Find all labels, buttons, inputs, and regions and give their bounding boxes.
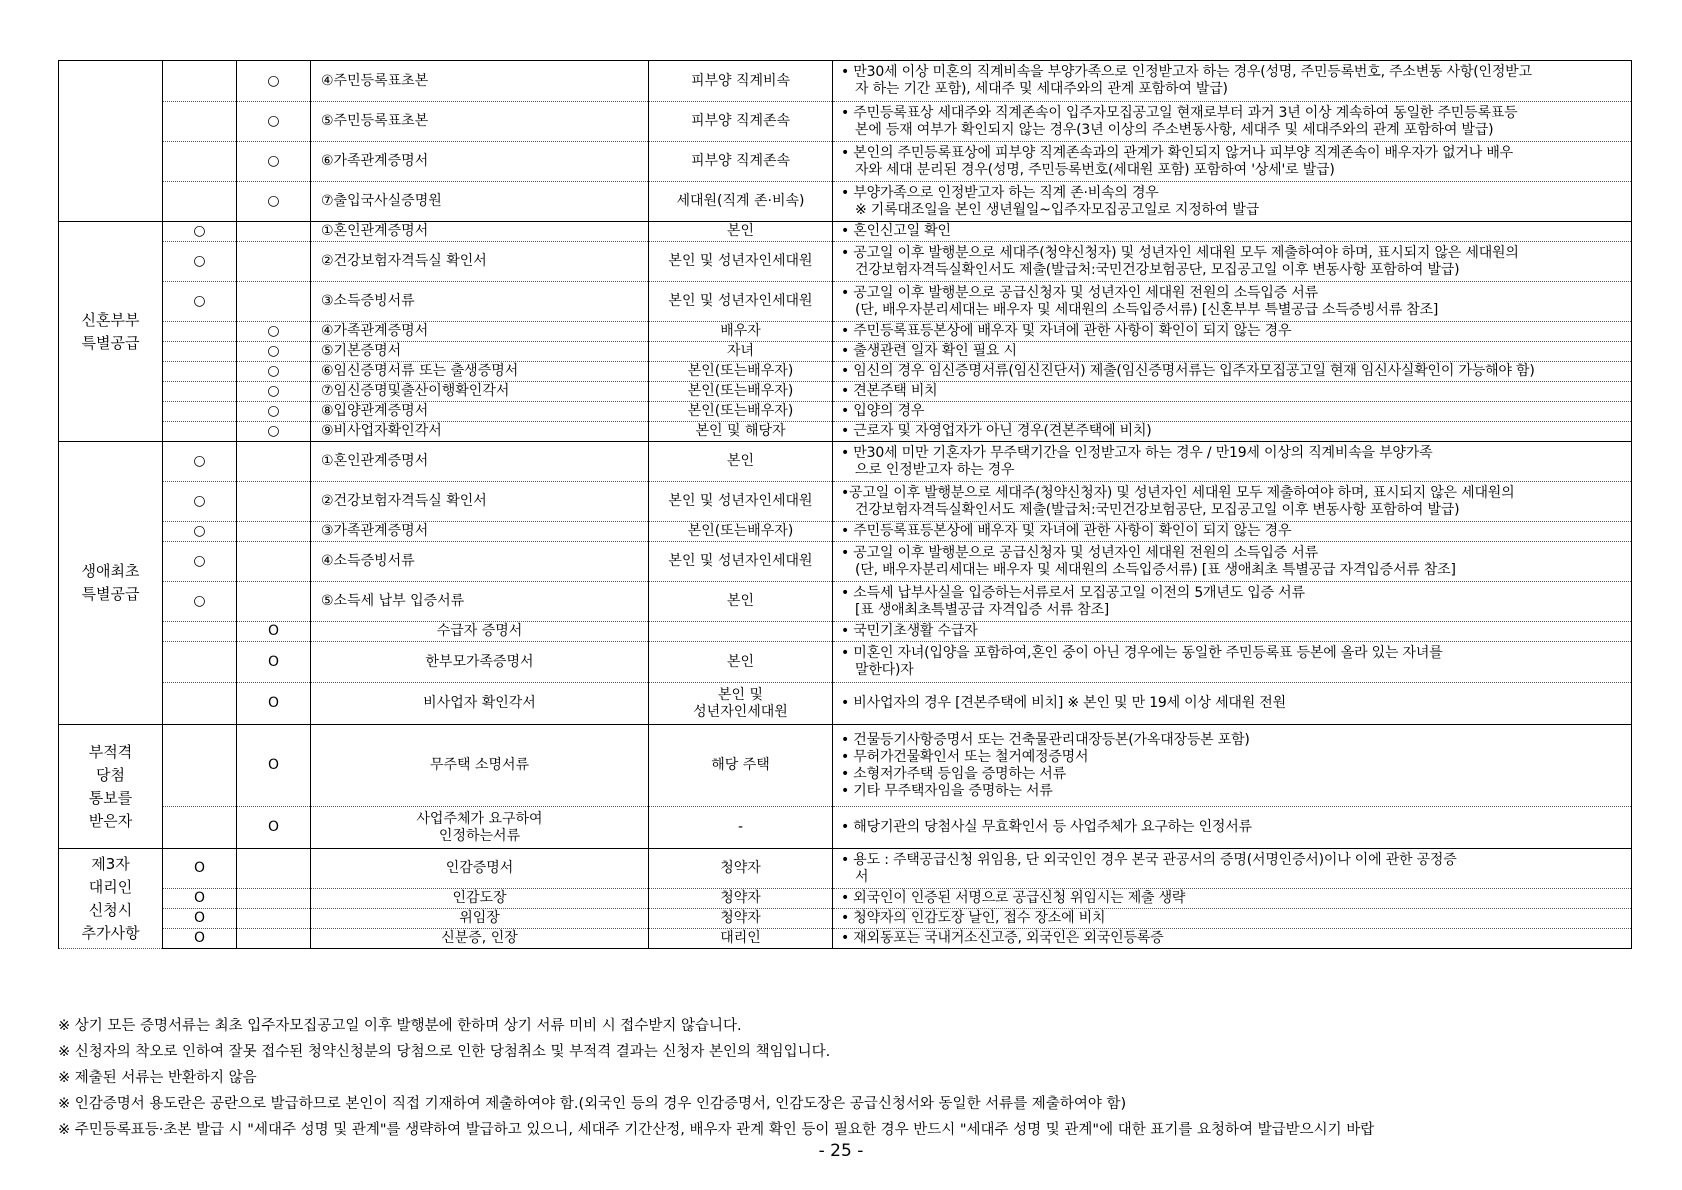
document-name-line: ④주민등록표초본 — [321, 72, 429, 89]
note-line: 본에 등재 여부가 확인되지 않는 경우(3년 이상의 주소변동사항, 세대주 및 세대주와의 관계 포함하여 발급) — [855, 121, 1494, 138]
note-line: • 국민기초생활 수급자 — [841, 623, 978, 639]
issuance-target-line: 세대원(직계 존·비속) — [676, 193, 805, 209]
category-label-line: 대리인 — [88, 877, 133, 896]
conditional-mark-cell — [237, 442, 311, 482]
required-mark-cell: O — [163, 929, 237, 949]
conditional-mark-cell — [237, 889, 311, 909]
required-mark-cell: ○ — [163, 482, 237, 522]
issuance-target-cell — [649, 582, 833, 622]
note-cell — [833, 242, 1632, 282]
table-row — [59, 182, 1632, 222]
issuance-target-line: 청약자 — [720, 910, 761, 926]
category-label-line: 생애최초 — [81, 562, 140, 580]
category-label-line: 받은자 — [88, 811, 133, 830]
required-mark-cell: ○ — [163, 282, 237, 322]
document-name-cell — [311, 442, 649, 482]
document-name-cell — [311, 282, 649, 322]
note-cell — [833, 282, 1632, 322]
table-row — [59, 282, 1632, 322]
required-mark-cell: O — [163, 849, 237, 889]
conditional-mark-cell — [237, 282, 311, 322]
footnote: ※ 신청자의 착오로 인하여 잘못 접수된 청약신청분의 당첨으로 인한 당첨취소 및 부적격 결과는 신청자 본인의 책임입니다. — [58, 1044, 831, 1060]
required-mark-cell — [163, 362, 237, 382]
document-name-cell — [311, 182, 649, 222]
issuance-target-line: 성년자인세대원 — [693, 703, 788, 720]
note-cell — [833, 929, 1632, 949]
required-mark-cell — [163, 622, 237, 642]
required-mark-cell: ○ — [163, 222, 237, 242]
category-label-line: 특별공급 — [81, 333, 140, 352]
category-cell — [59, 222, 163, 442]
conditional-mark-cell: ○ — [237, 342, 311, 362]
note-line: • 근로자 및 자영업자가 아닌 경우(견본주택에 비치) — [841, 423, 1152, 439]
note-line: • 본인의 주민등록표상에 피부양 직계존속과의 관계가 확인되지 않거나 피부양 직계존속이 배우자가 없거나 배우 — [841, 144, 1513, 161]
note-line: ※ 기록대조일을 본인 생년월일~입주자모집공고일로 지정하여 발급 — [855, 201, 1260, 218]
footnotes — [58, 1013, 1658, 1143]
required-mark-cell — [163, 102, 237, 142]
category-label-line: 부적격 — [88, 742, 133, 761]
document-name-cell — [311, 402, 649, 422]
issuance-target-line: 자녀 — [726, 343, 755, 359]
document-name-cell — [311, 102, 649, 142]
note-cell — [833, 182, 1632, 222]
document-name-line: ⑤주민등록표초본 — [321, 113, 429, 129]
document-name-line: ①혼인관계증명서 — [321, 453, 429, 469]
document-name-line: 무주택 소명서류 — [429, 757, 530, 773]
note-line: • 공고일 이후 발행분으로 공급신청자 및 성년자인 세대원 전원의 소득입증 서류 — [841, 284, 1318, 301]
required-mark-cell — [163, 642, 237, 683]
category-label-line: 추가사항 — [81, 923, 140, 942]
document-name-line: 인정하는서류 — [438, 827, 521, 844]
note-line: 으로 인정받고자 하는 경우 — [855, 461, 1015, 478]
table-row — [59, 242, 1632, 282]
required-mark-cell — [163, 807, 237, 849]
issuance-target-cell — [649, 102, 833, 142]
issuance-target-cell — [649, 849, 833, 889]
document-name-cell — [311, 582, 649, 622]
table-row — [59, 909, 1632, 929]
note-line: 건강보험자격득실확인서도 제출(발급처:국민건강보험공단, 모집공고일 이후 변동사항 포함하여 발급) — [855, 501, 1460, 518]
document-name-cell — [311, 889, 649, 909]
conditional-mark-cell — [237, 849, 311, 889]
note-line: (단, 배우자분리세대는 배우자 및 세대원의 소득입증서류) [표 생애최초 특별공급 자격입증서류 참조] — [855, 561, 1456, 578]
conditional-mark-cell: ○ — [237, 322, 311, 342]
issuance-target-cell — [649, 725, 833, 807]
required-mark-cell — [163, 382, 237, 402]
conditional-mark-cell: ○ — [237, 422, 311, 442]
note-cell — [833, 442, 1632, 482]
note-line: • 만30세 이상 미혼의 직계비속을 부양가족으로 인정받고자 하는 경우(성명, 주민등록번호, 주소변동 사항(인정받고 — [841, 64, 1532, 80]
issuance-target-line: 대리인 — [720, 930, 761, 946]
page-number: - 25 - — [818, 1141, 864, 1161]
footnote: ※ 인감증명서 용도란은 공란으로 발급하므로 본인이 직접 기재하여 제출하여야 함.(외국인 등의 경우 인감증명서, 인감도장은 공급신청서와 동일한 서류를 제출하여야 함) — [58, 1096, 1127, 1112]
conditional-mark-cell — [237, 482, 311, 522]
note-cell — [833, 807, 1632, 849]
table-row — [59, 142, 1632, 182]
document-name-line: 한부모가족증명서 — [425, 653, 534, 670]
issuance-target-line: 본인 — [726, 453, 755, 469]
category-cell — [59, 725, 163, 849]
issuance-target-cell — [649, 422, 833, 442]
document-name-cell — [311, 322, 649, 342]
document-name-line: ⑦출입국사실증명원 — [321, 193, 442, 209]
table-row — [59, 61, 1632, 102]
issuance-target-line: 본인 및 — [717, 686, 764, 703]
note-line: • 청약자의 인감도장 날인, 접수 장소에 비치 — [841, 910, 1106, 926]
document-name-cell — [311, 522, 649, 542]
note-line: 말한다)자 — [855, 662, 914, 678]
issuance-target-line: 본인(또는배우자) — [687, 383, 794, 399]
note-line: • 비사업자의 경우 [견본주택에 비치] ※ 본인 및 만 19세 이상 세대원 전원 — [841, 695, 1286, 711]
note-line: • 해당기관의 당첨사실 무효확인서 등 사업주체가 요구하는 인정서류 — [841, 819, 1252, 835]
conditional-mark-cell — [237, 242, 311, 282]
note-line: • 입양의 경우 — [841, 403, 925, 419]
note-line: • 소형저가주택 등임을 증명하는 서류 — [841, 765, 1066, 782]
note-line: • 만30세 미만 기혼자가 무주택기간을 인정받고자 하는 경우 / 만19세 이상의 직계비속을 부양가족 — [841, 444, 1433, 461]
table-row — [59, 642, 1632, 683]
conditional-mark-cell: O — [237, 725, 311, 807]
required-mark-cell — [163, 342, 237, 362]
table-row — [59, 683, 1632, 725]
note-line: •공고일 이후 발행분으로 세대주(청약신청자) 및 성년자인 세대원 모두 제출하여야 하며, 표시되지 않은 세대원의 — [841, 484, 1515, 501]
issuance-target-line: 본인 및 해당자 — [695, 423, 786, 439]
note-line: • 주민등록표상 세대주와 직계존속이 입주자모집공고일 현재로부터 과거 3년 이상 계속하여 동일한 주민등록표등 — [841, 104, 1518, 121]
note-cell — [833, 222, 1632, 242]
required-mark-cell: ○ — [163, 522, 237, 542]
document-name-cell — [311, 849, 649, 889]
note-line: • 주민등록표등본상에 배우자 및 자녀에 관한 사항이 확인이 되지 않는 경우 — [841, 523, 1292, 539]
conditional-mark-cell: O — [237, 642, 311, 683]
document-name-line: ③소득증빙서류 — [321, 293, 415, 309]
table-row — [59, 362, 1632, 382]
issuance-target-cell — [649, 222, 833, 242]
document-name-cell — [311, 342, 649, 362]
issuance-target-cell — [649, 342, 833, 362]
issuance-target-line: 피부양 직계존속 — [690, 153, 791, 169]
table-row — [59, 849, 1632, 889]
table-row — [59, 342, 1632, 362]
document-name-line: ④가족관계증명서 — [321, 323, 429, 339]
table-row — [59, 322, 1632, 342]
conditional-mark-cell — [237, 522, 311, 542]
document-name-cell — [311, 142, 649, 182]
conditional-mark-cell: O — [237, 622, 311, 642]
note-cell — [833, 382, 1632, 402]
issuance-target-cell — [649, 683, 833, 725]
conditional-mark-cell: ○ — [237, 402, 311, 422]
required-mark-cell — [163, 142, 237, 182]
document-name-cell — [311, 382, 649, 402]
conditional-mark-cell — [237, 929, 311, 949]
note-cell — [833, 683, 1632, 725]
note-line: • 외국인이 인증된 서명으로 공급신청 위임시는 제출 생략 — [841, 890, 1186, 906]
issuance-target-line: 배우자 — [720, 323, 761, 339]
category-label-line: 제3자 — [91, 854, 130, 873]
note-line: • 건물등기사항증명서 또는 건축물관리대장등본(가옥대장등본 포함) — [841, 731, 1250, 748]
note-cell — [833, 102, 1632, 142]
category-label-line: 당첨 — [96, 765, 125, 784]
document-name-line: ⑤소득세 납부 입증서류 — [321, 593, 465, 609]
issuance-target-line: 본인 — [726, 223, 755, 239]
note-line: • 주민등록표등본상에 배우자 및 자녀에 관한 사항이 확인이 되지 않는 경우 — [841, 323, 1292, 339]
conditional-mark-cell: ○ — [237, 102, 311, 142]
issuance-target-cell — [649, 442, 833, 482]
document-name-line: 수급자 증명서 — [436, 623, 523, 639]
issuance-target-cell — [649, 322, 833, 342]
issuance-target-line: 본인 및 성년자인세대원 — [668, 493, 813, 509]
document-name-cell — [311, 242, 649, 282]
note-line: • 혼인신고일 확인 — [841, 223, 951, 239]
issuance-target-line: 본인(또는배우자) — [687, 523, 794, 539]
issuance-target-line: 본인 — [726, 593, 755, 609]
issuance-target-line: 해당 주택 — [711, 757, 770, 773]
table-row — [59, 889, 1632, 909]
required-mark-cell: O — [163, 909, 237, 929]
document-name-line: ⑥임신증명서류 또는 출생증명서 — [321, 363, 519, 379]
issuance-target-cell — [649, 622, 833, 642]
document-name-cell — [311, 61, 649, 102]
issuance-target-cell — [649, 522, 833, 542]
document-name-line: 사업주체가 요구하여 — [416, 810, 543, 827]
document-name-line: ②건강보험자격득실 확인서 — [321, 253, 487, 269]
document-name-cell — [311, 222, 649, 242]
category-cell — [59, 849, 163, 949]
table-row — [59, 542, 1632, 582]
document-name-cell — [311, 422, 649, 442]
document-name-cell — [311, 642, 649, 683]
note-line: • 견본주택 비치 — [841, 383, 938, 399]
issuance-target-cell — [649, 142, 833, 182]
note-cell — [833, 725, 1632, 807]
issuance-target-line: 본인(또는배우자) — [687, 403, 794, 419]
issuance-target-line: 본인(또는배우자) — [687, 363, 794, 379]
required-mark-cell — [163, 683, 237, 725]
conditional-mark-cell: ○ — [237, 142, 311, 182]
category-label-line: 신청시 — [88, 900, 133, 919]
required-mark-cell: ○ — [163, 542, 237, 582]
table-row — [59, 725, 1632, 807]
note-cell — [833, 482, 1632, 522]
conditional-mark-cell — [237, 582, 311, 622]
note-cell — [833, 522, 1632, 542]
note-line: 서 — [855, 868, 869, 885]
document-name-line: 위임장 — [459, 910, 500, 926]
required-mark-cell — [163, 61, 237, 102]
note-line: 자 하는 기간 포함), 세대주 및 세대주와의 관계 포함하여 발급) — [855, 81, 1228, 97]
issuance-target-cell — [649, 542, 833, 582]
issuance-target-line: 본인 및 성년자인세대원 — [668, 253, 813, 269]
required-mark-cell — [163, 422, 237, 442]
category-label-line: 특별공급 — [81, 585, 140, 603]
document-name-line: 인감도장 — [452, 890, 507, 906]
note-line: • 출생관련 일자 확인 필요 시 — [841, 343, 1017, 359]
conditional-mark-cell — [237, 542, 311, 582]
note-cell — [833, 582, 1632, 622]
note-cell — [833, 142, 1632, 182]
issuance-target-cell — [649, 362, 833, 382]
document-name-cell — [311, 909, 649, 929]
category-label-line: 신혼부부 — [81, 310, 140, 329]
required-mark-cell: ○ — [163, 582, 237, 622]
document-name-line: 비사업자 확인각서 — [423, 695, 536, 711]
required-mark-cell — [163, 182, 237, 222]
required-mark-cell: ○ — [163, 442, 237, 482]
category-cell — [59, 61, 163, 222]
document-name-line: ⑤기본증명서 — [321, 343, 402, 359]
note-line: • 임신의 경우 임신증명서류(임신진단서) 제출(임신증명서류는 입주자모집공고일 현재 임신사실확인이 가능해야 함) — [841, 363, 1535, 379]
note-line: • 기타 무주택자임을 증명하는 서류 — [841, 782, 1053, 799]
issuance-target-cell — [649, 889, 833, 909]
conditional-mark-cell: O — [237, 683, 311, 725]
footnote: ※ 제출된 서류는 반환하지 않음 — [58, 1070, 257, 1086]
note-line: [표 생애최초특별공급 자격입증 서류 참조] — [855, 601, 1110, 618]
note-line: • 용도 : 주택공급신청 위임용, 단 외국인인 경우 본국 관공서의 증명(서명인증서)이나 이에 관한 공정증 — [841, 851, 1457, 868]
issuance-target-line: 피부양 직계비속 — [690, 72, 791, 89]
document-name-cell — [311, 362, 649, 382]
document-name-cell — [311, 929, 649, 949]
issuance-target-line: 본인 및 성년자인세대원 — [668, 553, 813, 569]
document-name-cell — [311, 807, 649, 849]
note-cell — [833, 889, 1632, 909]
note-line: • 부양가족으로 인정받고자 하는 직계 존·비속의 경우 — [841, 184, 1159, 201]
issuance-target-cell — [649, 482, 833, 522]
issuance-target-cell — [649, 402, 833, 422]
note-cell — [833, 342, 1632, 362]
category-cell — [59, 442, 163, 725]
required-mark-cell — [163, 725, 237, 807]
document-name-cell — [311, 683, 649, 725]
issuance-target-cell — [649, 382, 833, 402]
document-name-line: ⑨비사업자확인각서 — [321, 423, 442, 439]
note-cell — [833, 622, 1632, 642]
note-cell — [833, 642, 1632, 683]
issuance-target-line: 청약자 — [720, 890, 761, 906]
note-line: • 공고일 이후 발행분으로 공급신청자 및 성년자인 세대원 전원의 소득입증 서류 — [841, 544, 1318, 561]
note-cell — [833, 402, 1632, 422]
issuance-target-line: - — [737, 819, 744, 835]
category-label-line: 통보를 — [88, 788, 133, 807]
note-cell — [833, 362, 1632, 382]
required-mark-cell: O — [163, 889, 237, 909]
table-row — [59, 382, 1632, 402]
note-cell — [833, 909, 1632, 929]
table-row — [59, 582, 1632, 622]
issuance-target-line: 피부양 직계존속 — [690, 113, 791, 129]
conditional-mark-cell: ○ — [237, 182, 311, 222]
note-cell — [833, 422, 1632, 442]
note-cell — [833, 849, 1632, 889]
issuance-target-cell — [649, 929, 833, 949]
issuance-target-cell — [649, 807, 833, 849]
document-name-line: ②건강보험자격득실 확인서 — [321, 493, 487, 509]
note-line: • 소득세 납부사실을 입증하는서류로서 모집공고일 이전의 5개년도 입증 서류 — [841, 584, 1305, 601]
required-mark-cell — [163, 402, 237, 422]
note-cell — [833, 61, 1632, 102]
document-name-line: ④소득증빙서류 — [321, 553, 415, 569]
issuance-target-cell — [649, 909, 833, 929]
table-row — [59, 442, 1632, 482]
note-line: (단, 배우자분리세대는 배우자 및 세대원의 소득입증서류) [신혼부부 특별공급 소득증빙서류 참조] — [855, 301, 1439, 318]
note-line: • 미혼인 자녀(입양을 포함하여,혼인 중이 아닌 경우에는 동일한 주민등록표 등본에 올라 있는 자녀를 — [841, 645, 1443, 661]
document-name-line: ③가족관계증명서 — [321, 523, 429, 539]
document-name-cell — [311, 482, 649, 522]
issuance-target-cell — [649, 61, 833, 102]
document-name-line: ⑧입양관계증명서 — [321, 403, 429, 419]
conditional-mark-cell: O — [237, 807, 311, 849]
document-name-cell — [311, 725, 649, 807]
footnote: ※ 상기 모든 증명서류는 최초 입주자모집공고일 이후 발행분에 한하며 상기 서류 미비 시 접수받지 않습니다. — [58, 1018, 742, 1034]
required-mark-cell — [163, 322, 237, 342]
issuance-target-line: 본인 및 성년자인세대원 — [668, 293, 813, 309]
required-documents-table — [58, 60, 1632, 949]
issuance-target-cell — [649, 642, 833, 683]
table-row — [59, 622, 1632, 642]
document-name-line: 신분증, 인장 — [441, 930, 518, 946]
document-name-cell — [311, 542, 649, 582]
table-row — [59, 807, 1632, 849]
note-line: • 공고일 이후 발행분으로 세대주(청약신청자) 및 성년자인 세대원 모두 제출하여야 하며, 표시되지 않은 세대원의 — [841, 244, 1519, 261]
conditional-mark-cell: ○ — [237, 61, 311, 102]
table-row — [59, 222, 1632, 242]
document-name-line: 인감증명서 — [445, 860, 514, 876]
table-row — [59, 102, 1632, 142]
issuance-target-line: 본인 — [726, 653, 755, 670]
note-cell — [833, 322, 1632, 342]
issuance-target-cell — [649, 282, 833, 322]
conditional-mark-cell — [237, 222, 311, 242]
note-line: 건강보험자격득실확인서도 제출(발급처:국민건강보험공단, 모집공고일 이후 변동사항 포함하여 발급) — [855, 261, 1460, 278]
note-line: 자와 세대 분리된 경우(성명, 주민등록번호(세대원 포함) 포함하여 '상세'로 발급) — [855, 161, 1335, 178]
document-name-line: ⑦임신증명및출산이행확인각서 — [321, 383, 510, 399]
issuance-target-line: 청약자 — [720, 860, 761, 876]
document-name-line: ⑥가족관계증명서 — [321, 153, 429, 169]
issuance-target-cell — [649, 182, 833, 222]
table-row — [59, 929, 1632, 949]
required-mark-cell: ○ — [163, 242, 237, 282]
note-line: • 무허가건물확인서 또는 철거예정증명서 — [841, 748, 1089, 765]
note-line: • 재외동포는 국내거소신고증, 외국인은 외국인등록증 — [841, 930, 1164, 946]
table-row — [59, 402, 1632, 422]
conditional-mark-cell: ○ — [237, 382, 311, 402]
table-row — [59, 482, 1632, 522]
table-row — [59, 422, 1632, 442]
issuance-target-cell — [649, 242, 833, 282]
table-row — [59, 522, 1632, 542]
conditional-mark-cell: ○ — [237, 362, 311, 382]
document-name-cell — [311, 622, 649, 642]
document-name-line: ①혼인관계증명서 — [321, 223, 429, 239]
footnote: ※ 주민등록표등·초본 발급 시 "세대주 성명 및 관계"를 생략하여 발급하고 있으니, 세대주 기간산정, 배우자 관계 확인 등이 필요한 경우 반드시 "세대주 성명 및 관계"에 대한 표기를 요청하여 발급받으시기 바랍 — [58, 1122, 1375, 1138]
note-cell — [833, 542, 1632, 582]
conditional-mark-cell — [237, 909, 311, 929]
